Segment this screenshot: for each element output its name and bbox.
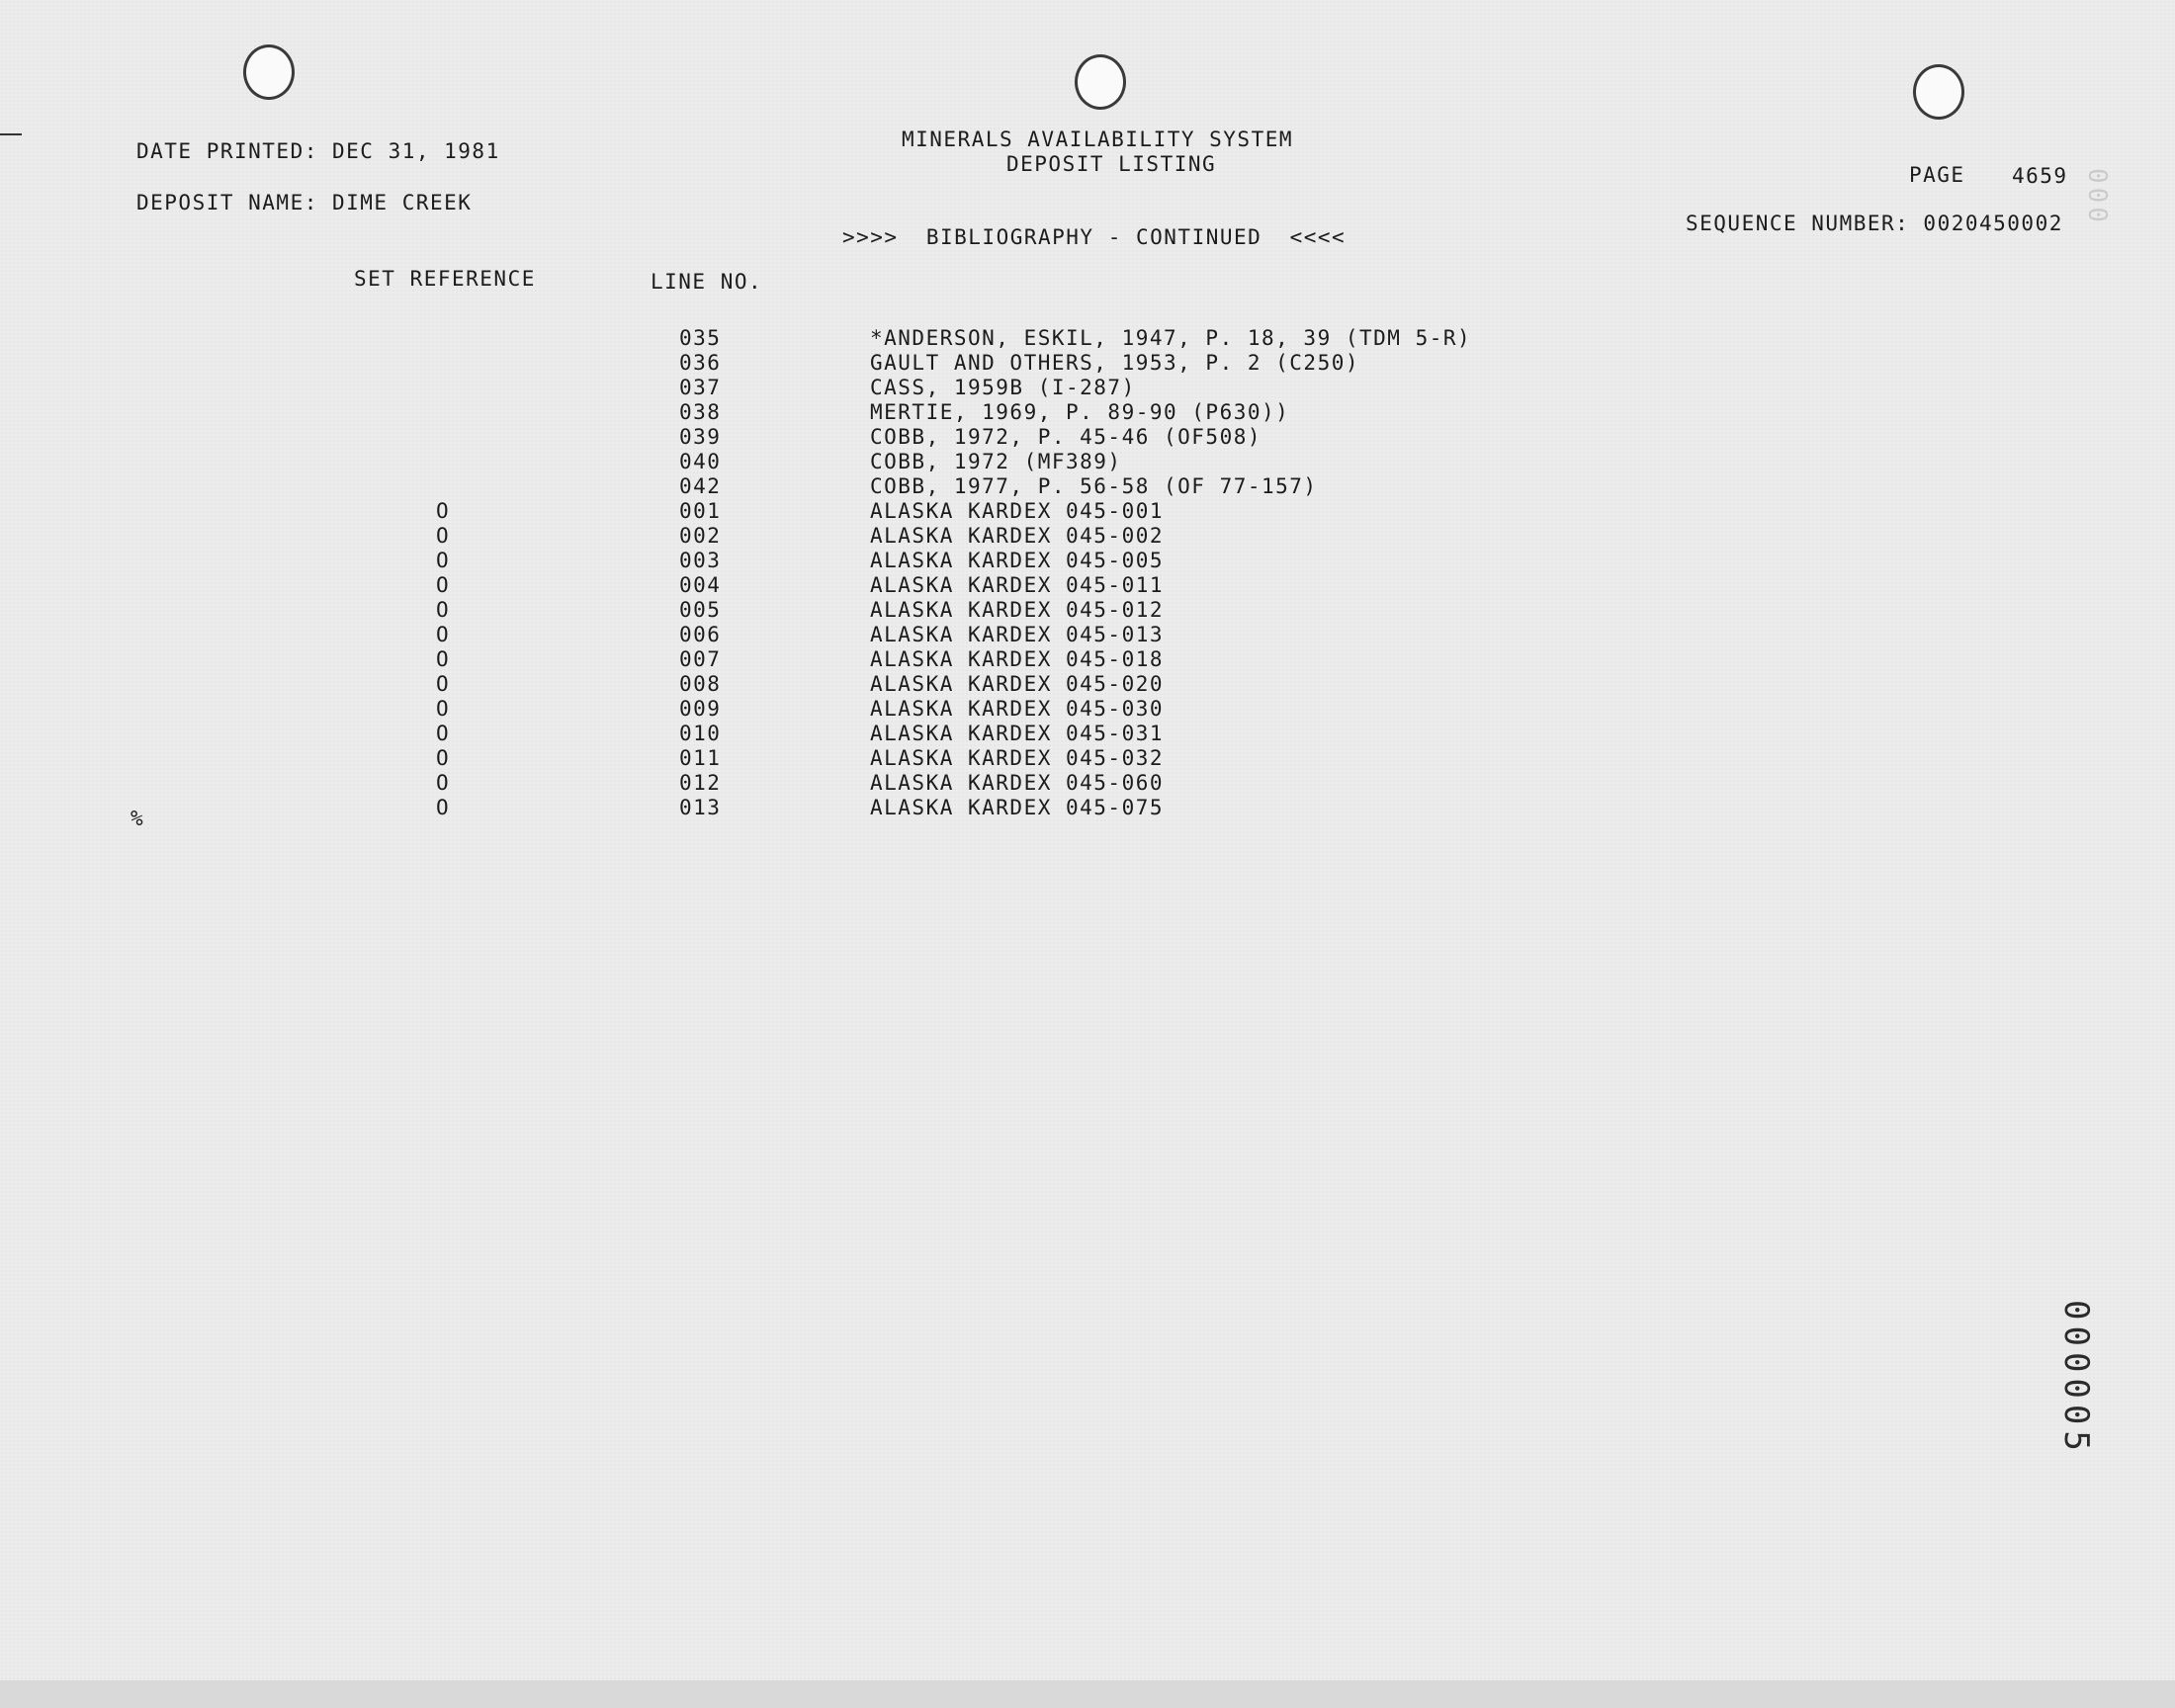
table-row: [0, 450, 1582, 474]
line-number-cell: 002: [679, 524, 722, 548]
line-number-cell: 004: [679, 573, 722, 597]
line-number-cell: 035: [679, 326, 722, 350]
punch-hole: [243, 44, 295, 100]
table-row: [0, 425, 1582, 450]
line-no-header: LINE NO.: [651, 270, 763, 294]
reference-cell: ALASKA KARDEX 045-013: [870, 623, 1165, 646]
line-number-cell: 040: [679, 450, 722, 473]
set-reference-cell: O: [436, 598, 451, 622]
punch-hole: [1075, 54, 1126, 110]
set-reference-cell: O: [436, 549, 451, 572]
set-reference-cell: O: [436, 499, 451, 523]
set-reference-cell: O: [436, 623, 451, 646]
reference-cell: ALASKA KARDEX 045-005: [870, 549, 1165, 572]
line-number-cell: 011: [679, 746, 722, 770]
table-row: [0, 722, 1582, 746]
table-row: [0, 351, 1582, 376]
line-number-cell: 009: [679, 697, 722, 721]
date-printed: DATE PRINTED: DEC 31, 1981: [136, 139, 500, 163]
table-row: [0, 474, 1582, 499]
reference-cell: ALASKA KARDEX 045-060: [870, 771, 1165, 795]
set-reference-cell: O: [436, 796, 451, 819]
table-row: [0, 499, 1582, 524]
line-number-cell: 042: [679, 474, 722, 498]
table-row: [0, 573, 1582, 598]
set-reference-cell: O: [436, 647, 451, 671]
set-reference-cell: O: [436, 746, 451, 770]
line-number-cell: 036: [679, 351, 722, 375]
line-number-cell: 003: [679, 549, 722, 572]
line-number-cell: 012: [679, 771, 722, 795]
table-row: [0, 549, 1582, 573]
end-marker: %: [130, 807, 145, 830]
reference-cell: ALASKA KARDEX 045-030: [870, 697, 1165, 721]
line-number-cell: 008: [679, 672, 722, 696]
line-number-cell: 001: [679, 499, 722, 523]
set-reference-cell: O: [436, 722, 451, 745]
reference-cell: ALASKA KARDEX 045-001: [870, 499, 1165, 523]
reference-cell: GAULT AND OTHERS, 1953, P. 2 (C250): [870, 351, 1360, 375]
punch-hole: [1913, 64, 1964, 120]
table-row: [0, 672, 1582, 697]
sequence-number: SEQUENCE NUMBER: 0020450002: [1686, 212, 2063, 235]
reference-cell: ALASKA KARDEX 045-031: [870, 722, 1165, 745]
table-row: [0, 400, 1582, 425]
line-number-cell: 013: [679, 796, 722, 819]
reference-cell: COBB, 1972, P. 45-46 (OF508): [870, 425, 1262, 449]
reference-cell: *ANDERSON, ESKIL, 1947, P. 18, 39 (TDM 5-R): [870, 326, 1472, 350]
edge-mark: [0, 133, 22, 135]
set-reference-cell: O: [436, 697, 451, 721]
table-row: [0, 326, 1582, 351]
reference-cell: ALASKA KARDEX 045-002: [870, 524, 1165, 548]
table-row: [0, 524, 1582, 549]
listing-title: DEPOSIT LISTING: [1006, 152, 1217, 176]
reference-cell: CASS, 1959B (I-287): [870, 376, 1136, 399]
reference-cell: COBB, 1977, P. 56-58 (OF 77-157): [870, 474, 1318, 498]
table-row: [0, 623, 1582, 647]
line-number-cell: 010: [679, 722, 722, 745]
set-reference-cell: O: [436, 672, 451, 696]
deposit-name: DEPOSIT NAME: DIME CREEK: [136, 191, 473, 214]
reference-cell: ALASKA KARDEX 045-011: [870, 573, 1165, 597]
table-row: [0, 376, 1582, 400]
reference-cell: ALASKA KARDEX 045-018: [870, 647, 1165, 671]
set-reference-header: SET REFERENCE: [354, 267, 536, 291]
line-number-cell: 005: [679, 598, 722, 622]
table-row: [0, 697, 1582, 722]
table-row: [0, 746, 1582, 771]
line-number-cell: 007: [679, 647, 722, 671]
reference-cell: ALASKA KARDEX 045-012: [870, 598, 1165, 622]
line-number-cell: 037: [679, 376, 722, 399]
set-reference-cell: O: [436, 573, 451, 597]
page-label: PAGE: [1909, 163, 1965, 187]
set-reference-cell: O: [436, 771, 451, 795]
reference-cell: MERTIE, 1969, P. 89-90 (P630)): [870, 400, 1290, 424]
table-row: [0, 771, 1582, 796]
page-number: 4659: [2012, 164, 2068, 188]
line-number-cell: 038: [679, 400, 722, 424]
reference-cell: ALASKA KARDEX 045-075: [870, 796, 1165, 819]
bleed-through-mark: 000: [2082, 168, 2112, 226]
table-row: [0, 647, 1582, 672]
section-title: >>>> BIBLIOGRAPHY - CONTINUED <<<<: [842, 225, 1347, 249]
table-row: [0, 598, 1582, 623]
table-row: [0, 796, 1582, 820]
line-number-cell: 039: [679, 425, 722, 449]
reference-cell: ALASKA KARDEX 045-020: [870, 672, 1165, 696]
reference-cell: ALASKA KARDEX 045-032: [870, 746, 1165, 770]
line-number-cell: 006: [679, 623, 722, 646]
reference-cell: COBB, 1972 (MF389): [870, 450, 1122, 473]
set-reference-cell: O: [436, 524, 451, 548]
system-title: MINERALS AVAILABILITY SYSTEM: [902, 128, 1294, 151]
side-stamp: 000005: [2056, 1300, 2096, 1457]
